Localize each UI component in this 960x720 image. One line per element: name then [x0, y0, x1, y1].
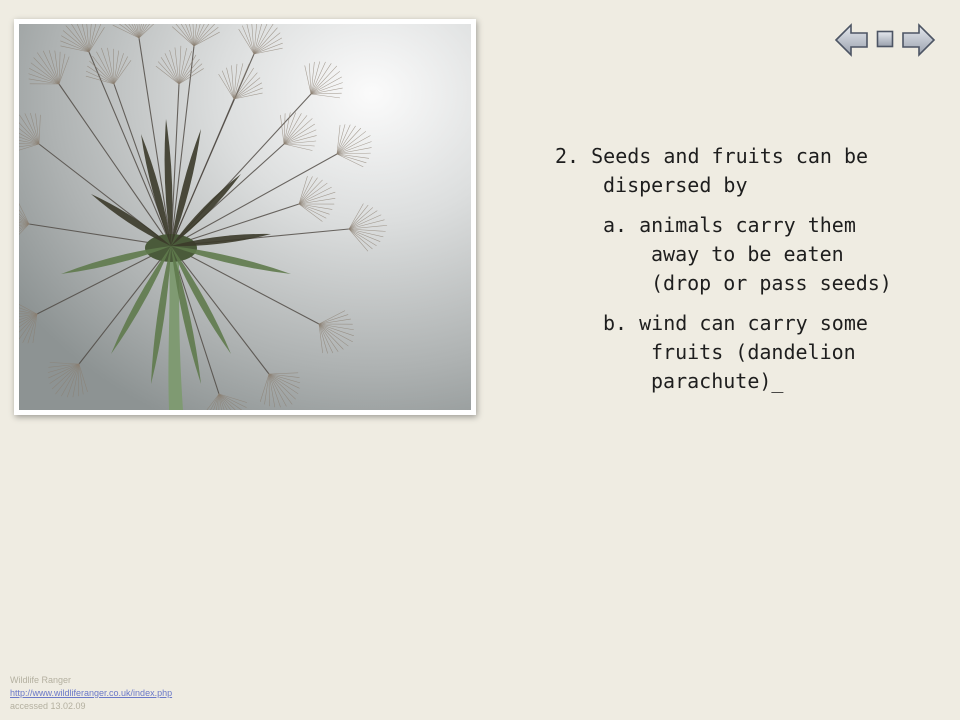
- photo-frame: [14, 19, 476, 415]
- sub-point-b: b. wind can carry some fruits (dandelion parachute)_: [603, 311, 868, 393]
- slide-navigation: [834, 22, 938, 58]
- credit-source: Wildlife Ranger: [10, 675, 72, 685]
- image-credit: [10, 674, 172, 713]
- home-button[interactable]: [876, 30, 894, 48]
- credit-accessed: accessed 13.02.09: [10, 701, 86, 711]
- slide-body: [555, 142, 915, 407]
- next-button[interactable]: [900, 22, 936, 58]
- arrow-left-icon: [834, 22, 870, 58]
- dandelion-photo: [19, 24, 471, 410]
- arrow-right-icon: [900, 22, 936, 58]
- back-button[interactable]: [834, 22, 870, 58]
- credit-link[interactable]: http://www.wildliferanger.co.uk/index.php: [10, 688, 173, 698]
- square-home-icon: [876, 30, 894, 48]
- main-point: 2. Seeds and fruits can be dispersed by: [555, 144, 869, 197]
- sub-point-a: a. animals carry them away to be eaten (drop or pass seeds): [603, 213, 892, 295]
